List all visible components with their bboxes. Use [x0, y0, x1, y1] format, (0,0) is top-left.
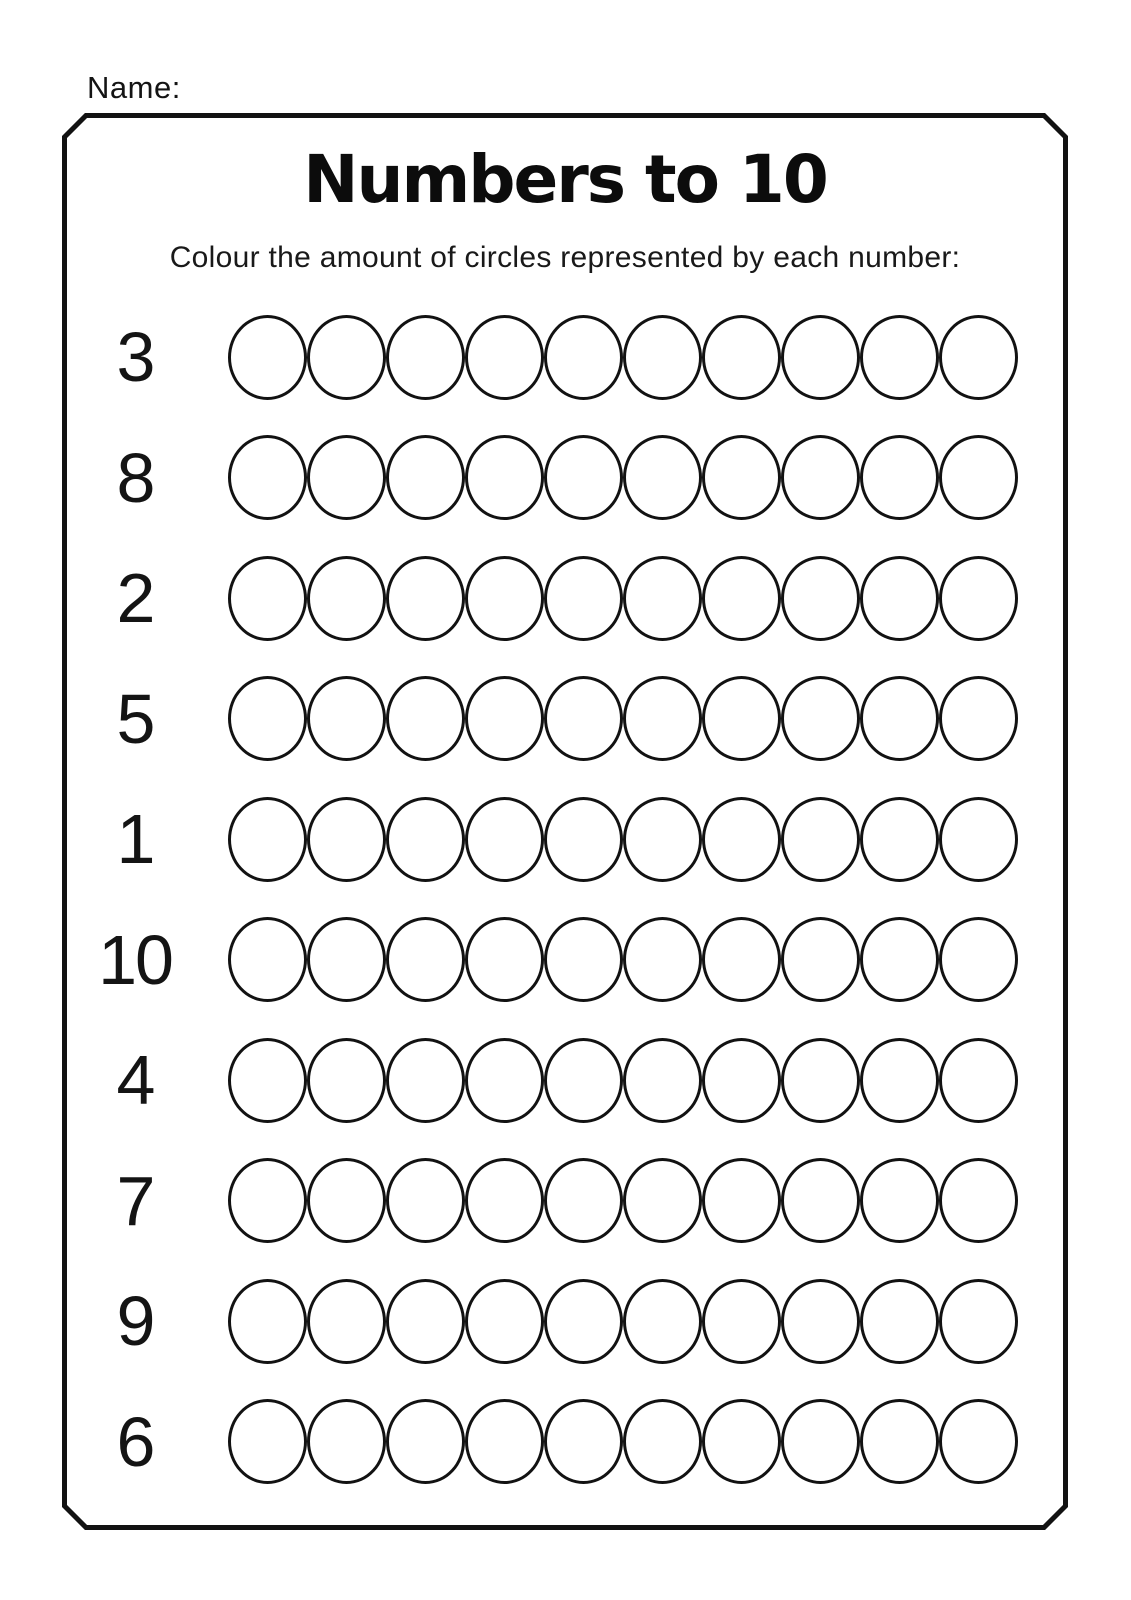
colour-circle[interactable] — [307, 676, 386, 761]
worksheet-row — [62, 779, 1068, 900]
colour-circle[interactable] — [939, 1399, 1018, 1484]
colour-circle[interactable] — [939, 1158, 1018, 1243]
colour-circle[interactable] — [781, 676, 860, 761]
circle-row — [228, 435, 1018, 520]
circle-row — [228, 1038, 1018, 1123]
colour-circle[interactable] — [307, 1279, 386, 1364]
colour-circle[interactable] — [386, 676, 465, 761]
colour-circle[interactable] — [781, 797, 860, 882]
colour-circle[interactable] — [228, 435, 307, 520]
colour-circle[interactable] — [465, 1279, 544, 1364]
colour-circle[interactable] — [544, 917, 623, 1002]
worksheet-rows — [62, 297, 1068, 1502]
colour-circle[interactable] — [386, 315, 465, 400]
colour-circle[interactable] — [702, 797, 781, 882]
colour-circle[interactable] — [860, 797, 939, 882]
colour-circle[interactable] — [465, 1399, 544, 1484]
worksheet-row — [62, 900, 1068, 1021]
circle-row — [228, 917, 1018, 1002]
colour-circle[interactable] — [623, 315, 702, 400]
colour-circle[interactable] — [781, 1038, 860, 1123]
colour-circle[interactable] — [386, 1158, 465, 1243]
colour-circle[interactable] — [465, 1038, 544, 1123]
colour-circle[interactable] — [860, 556, 939, 641]
colour-circle[interactable] — [860, 435, 939, 520]
circle-row — [228, 1399, 1018, 1484]
row-number: 9 — [116, 1282, 154, 1361]
colour-circle[interactable] — [860, 1158, 939, 1243]
circle-row — [228, 1158, 1018, 1243]
colour-circle[interactable] — [544, 676, 623, 761]
circle-row — [228, 315, 1018, 400]
worksheet-row — [62, 1261, 1068, 1382]
worksheet-title: Numbers to 10 — [303, 141, 827, 218]
colour-circle[interactable] — [702, 435, 781, 520]
colour-circle[interactable] — [702, 1399, 781, 1484]
colour-circle[interactable] — [228, 315, 307, 400]
colour-circle[interactable] — [702, 556, 781, 641]
colour-circle[interactable] — [781, 435, 860, 520]
worksheet-instruction: Colour the amount of circles represented by each number: — [169, 241, 961, 274]
colour-circle[interactable] — [228, 1279, 307, 1364]
colour-circle[interactable] — [623, 917, 702, 1002]
circle-row — [228, 676, 1018, 761]
colour-circle[interactable] — [860, 1279, 939, 1364]
colour-circle[interactable] — [228, 676, 307, 761]
name-label: Name: — [87, 70, 181, 105]
colour-circle[interactable] — [623, 797, 702, 882]
row-number: 3 — [116, 318, 154, 397]
row-number: 6 — [116, 1402, 154, 1481]
colour-circle[interactable] — [781, 315, 860, 400]
worksheet-row — [62, 538, 1068, 659]
colour-circle[interactable] — [544, 797, 623, 882]
worksheet-row — [62, 1020, 1068, 1141]
worksheet-row — [62, 1141, 1068, 1262]
colour-circle[interactable] — [623, 676, 702, 761]
colour-circle[interactable] — [465, 676, 544, 761]
worksheet-panel — [62, 113, 1068, 1530]
colour-circle[interactable] — [307, 1038, 386, 1123]
colour-circle[interactable] — [939, 1279, 1018, 1364]
colour-circle[interactable] — [939, 556, 1018, 641]
colour-circle[interactable] — [386, 435, 465, 520]
worksheet-row — [62, 418, 1068, 539]
row-number: 2 — [116, 559, 154, 638]
colour-circle[interactable] — [544, 1038, 623, 1123]
colour-circle[interactable] — [860, 1399, 939, 1484]
colour-circle[interactable] — [623, 1038, 702, 1123]
colour-circle[interactable] — [386, 1038, 465, 1123]
colour-circle[interactable] — [465, 797, 544, 882]
colour-circle[interactable] — [544, 435, 623, 520]
colour-circle[interactable] — [386, 1279, 465, 1364]
worksheet-row — [62, 659, 1068, 780]
colour-circle[interactable] — [702, 1279, 781, 1364]
colour-circle[interactable] — [307, 797, 386, 882]
colour-circle[interactable] — [307, 917, 386, 1002]
colour-circle[interactable] — [623, 435, 702, 520]
colour-circle[interactable] — [939, 435, 1018, 520]
circle-row — [228, 556, 1018, 641]
colour-circle[interactable] — [860, 315, 939, 400]
colour-circle[interactable] — [228, 1158, 307, 1243]
worksheet-row — [62, 1382, 1068, 1503]
colour-circle[interactable] — [228, 1038, 307, 1123]
row-number: 1 — [116, 800, 154, 879]
row-number: 8 — [116, 438, 154, 517]
colour-circle[interactable] — [544, 315, 623, 400]
colour-circle[interactable] — [781, 1399, 860, 1484]
colour-circle[interactable] — [623, 1279, 702, 1364]
colour-circle[interactable] — [939, 315, 1018, 400]
colour-circle[interactable] — [386, 1399, 465, 1484]
colour-circle[interactable] — [465, 917, 544, 1002]
row-number: 4 — [116, 1041, 154, 1120]
circle-row — [228, 1279, 1018, 1364]
colour-circle[interactable] — [465, 315, 544, 400]
colour-circle[interactable] — [781, 917, 860, 1002]
colour-circle[interactable] — [544, 1279, 623, 1364]
row-number: 7 — [116, 1161, 154, 1240]
colour-circle[interactable] — [781, 1279, 860, 1364]
colour-circle[interactable] — [860, 1038, 939, 1123]
colour-circle[interactable] — [702, 1038, 781, 1123]
row-number: 5 — [116, 679, 154, 758]
colour-circle[interactable] — [860, 917, 939, 1002]
colour-circle[interactable] — [939, 797, 1018, 882]
colour-circle[interactable] — [228, 556, 307, 641]
colour-circle[interactable] — [544, 556, 623, 641]
colour-circle[interactable] — [386, 556, 465, 641]
colour-circle[interactable] — [465, 556, 544, 641]
row-number: 10 — [98, 920, 172, 999]
colour-circle[interactable] — [939, 676, 1018, 761]
colour-circle[interactable] — [939, 1038, 1018, 1123]
colour-circle[interactable] — [702, 315, 781, 400]
colour-circle[interactable] — [544, 1158, 623, 1243]
colour-circle[interactable] — [702, 917, 781, 1002]
colour-circle[interactable] — [781, 1158, 860, 1243]
colour-circle[interactable] — [939, 917, 1018, 1002]
worksheet-row — [62, 297, 1068, 418]
colour-circle[interactable] — [307, 556, 386, 641]
colour-circle[interactable] — [307, 1158, 386, 1243]
colour-circle[interactable] — [623, 1158, 702, 1243]
colour-circle[interactable] — [781, 556, 860, 641]
colour-circle[interactable] — [702, 1158, 781, 1243]
colour-circle[interactable] — [860, 676, 939, 761]
colour-circle[interactable] — [228, 917, 307, 1002]
colour-circle[interactable] — [465, 1158, 544, 1243]
colour-circle[interactable] — [465, 435, 544, 520]
colour-circle[interactable] — [623, 556, 702, 641]
colour-circle[interactable] — [228, 1399, 307, 1484]
colour-circle[interactable] — [386, 797, 465, 882]
colour-circle[interactable] — [307, 435, 386, 520]
colour-circle[interactable] — [623, 1399, 702, 1484]
circle-row — [228, 797, 1018, 882]
colour-circle[interactable] — [702, 676, 781, 761]
colour-circle[interactable] — [307, 315, 386, 400]
colour-circle[interactable] — [544, 1399, 623, 1484]
colour-circle[interactable] — [228, 797, 307, 882]
colour-circle[interactable] — [307, 1399, 386, 1484]
colour-circle[interactable] — [386, 917, 465, 1002]
